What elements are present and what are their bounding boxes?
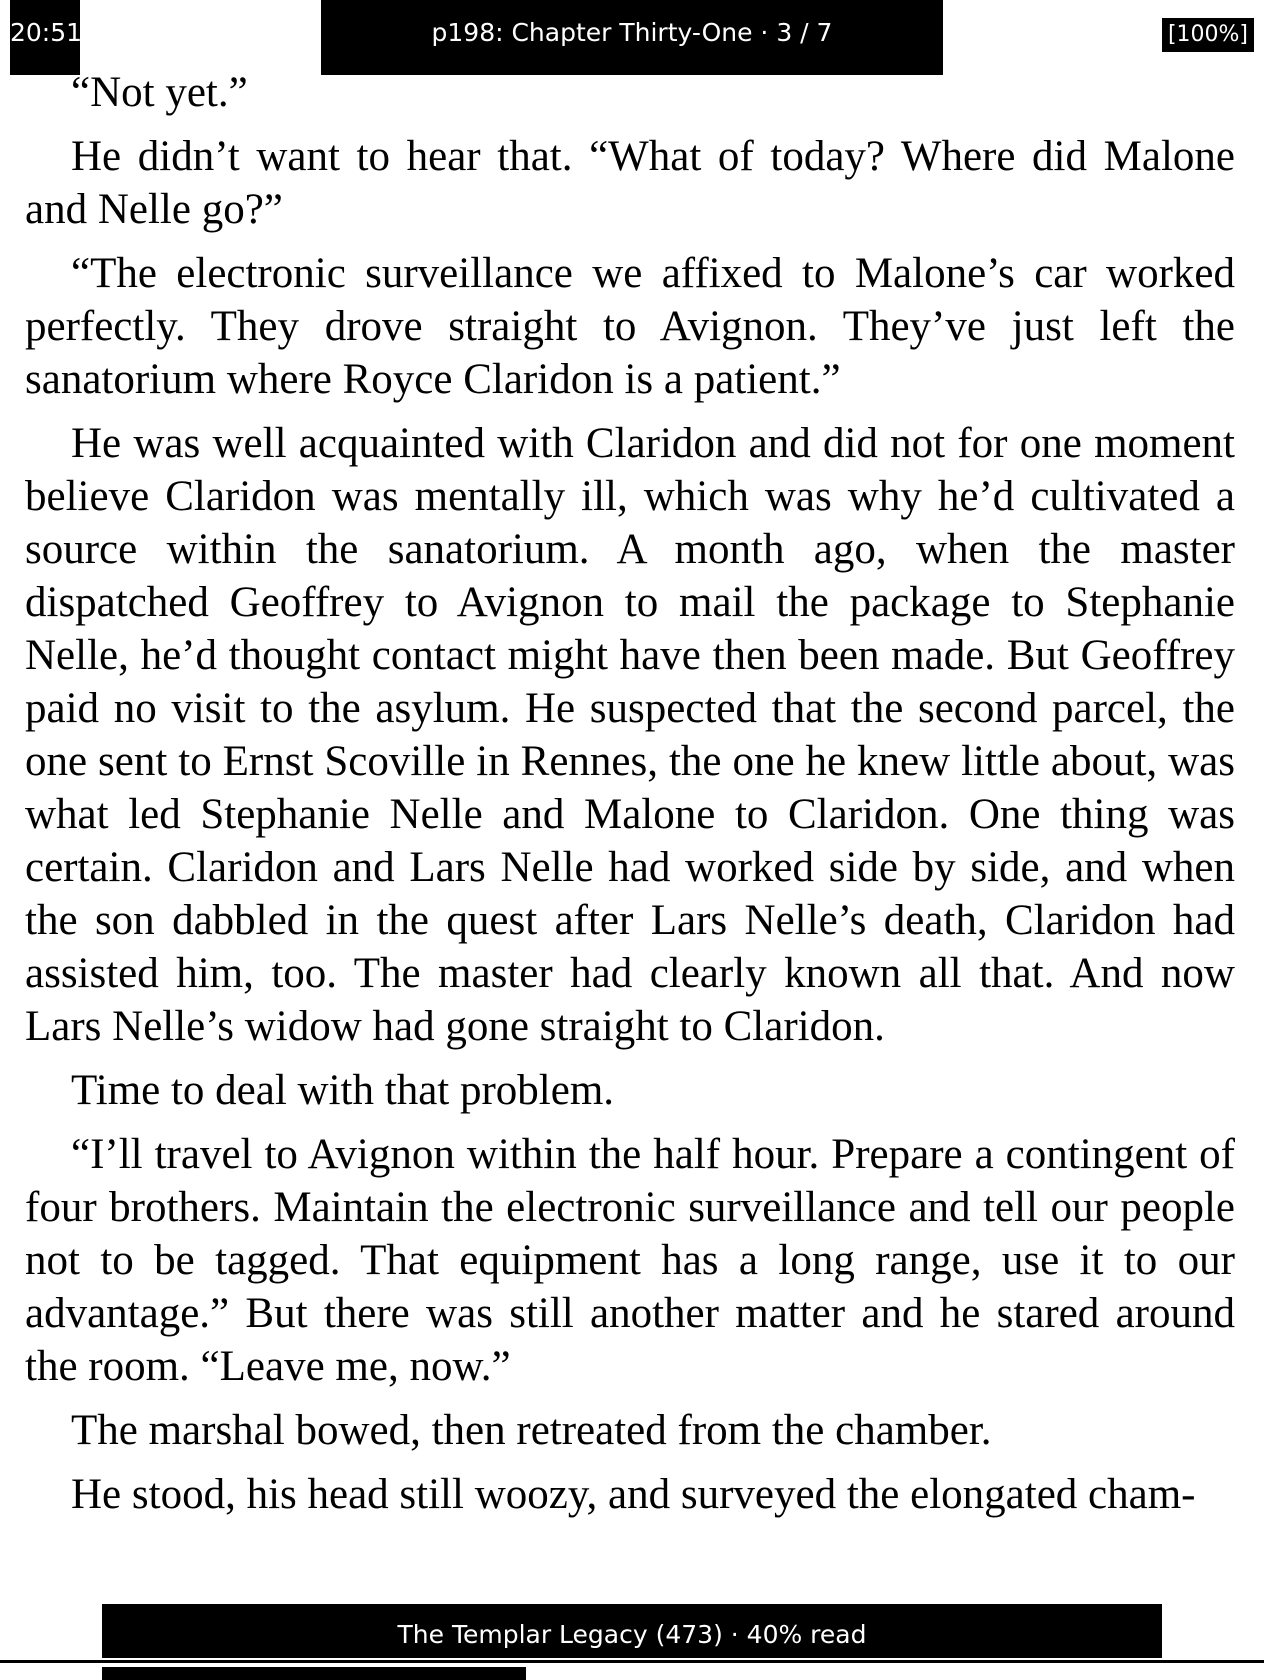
- paragraph: “Not yet.”: [71, 69, 248, 116]
- paragraph: “The electronic surveillance we affixed to Malone’s car worked perfectly. They drove straight to Avignon. They’ve just left the sanatorium where Royce Claridon is a patient.”: [25, 250, 1235, 403]
- book-footer[interactable]: The Templar Legacy (473) · 40% read: [102, 1604, 1162, 1658]
- paragraph: “I’ll travel to Avignon within the half hour. Prepare a contingent of four brothers. Maintain the electronic surveillance and tell our people not to be tagged. That equipment has a long range, use it to our advantage.” But there was still another matter and he stared around the room. “Leave me, now.”: [25, 1131, 1235, 1390]
- paragraph: He didn’t want to hear that. “What of today? Where did Malone and Nelle go?”: [25, 133, 1235, 233]
- paragraph: He stood, his head still woozy, and surveyed the elongated cham-: [71, 1471, 1196, 1518]
- progress-bar: [102, 1667, 526, 1680]
- paragraph: Time to deal with that problem.: [71, 1067, 615, 1114]
- paragraph: He was well acquainted with Claridon and did not for one moment believe Claridon was mentally ill, which was why he’d cultivated a source within the sanatorium. A month ago, when the master dispatched Geoffrey to Avignon to mail the package to Stephanie Nelle, he’d thought contact might have then been made. But Geoffrey paid no visit to the asylum. He suspected that the second parcel, the one sent to Ernst Scoville in Rennes, the one he knew little about, was what led Stephanie Nelle and Malone to Claridon. One thing was certain. Claridon and Lars Nelle had worked side by side, and when the son dabbled in the quest after Lars Nelle’s death, Claridon had assisted him, too. The master had clearly known all that. And now Lars Nelle’s widow had gone straight to Claridon.: [25, 420, 1235, 1050]
- chapter-header[interactable]: p198: Chapter Thirty-One · 3 / 7: [321, 0, 943, 75]
- battery-indicator: [100%]: [1162, 18, 1254, 52]
- reading-page[interactable]: [25, 66, 1235, 1532]
- progress-track: [0, 1660, 1264, 1663]
- status-clock: [10, 0, 83, 75]
- paragraph: The marshal bowed, then retreated from the chamber.: [71, 1407, 992, 1454]
- status-time-text: 20:51: [10, 18, 83, 47]
